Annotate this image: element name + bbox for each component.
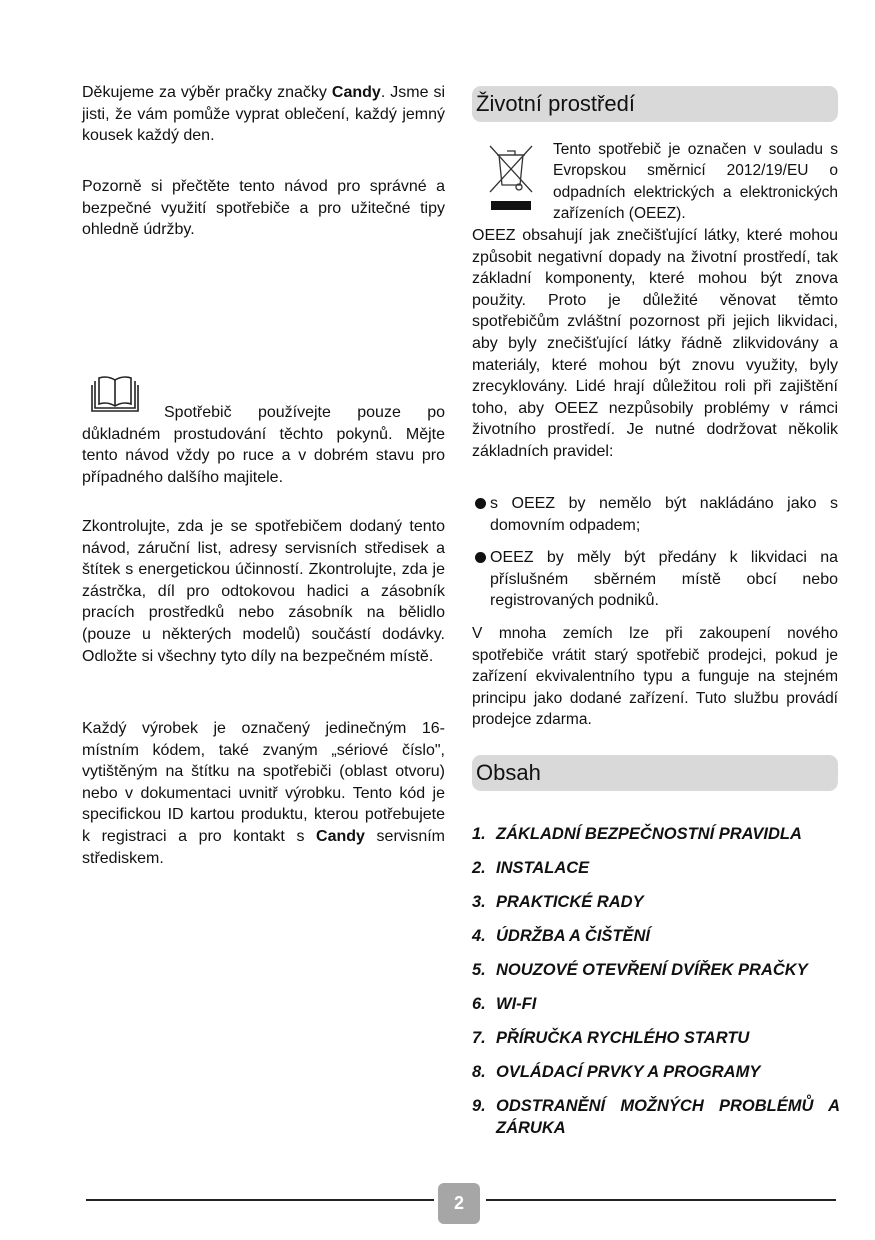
toc-title: PRAKTICKÉ RADY — [496, 893, 644, 911]
brand-name: Candy — [316, 827, 365, 845]
toc-item[interactable] — [472, 891, 842, 913]
intro-paragraph — [82, 82, 445, 147]
bullet-item — [472, 547, 838, 612]
contents-heading: Obsah — [472, 755, 838, 791]
text: . Jsme si jisti, že vám pomůže vyprat oblečení, každý jemný kousek každý den. — [82, 84, 446, 145]
toc-number: 2. — [472, 859, 486, 877]
take-back-paragraph: V mnoha zemích lze při zakoupení nového spotřebiče vrátit starý spotřebič prodejci, pokud je zařízení ekvivalentního typu a funguje na stejném principu jako dodané zařízení. Tuto službu provádí prodejce zdarma. — [472, 625, 838, 729]
toc-item[interactable] — [472, 857, 842, 879]
toc-item[interactable] — [472, 823, 842, 845]
toc-number: 7. — [472, 1029, 486, 1047]
toc-title: PŘÍRUČKA RYCHLÉHO STARTU — [496, 1029, 750, 1047]
page-number: 2 — [438, 1183, 480, 1224]
text: Děkujeme za výběr pračky značky — [82, 84, 332, 101]
usage-paragraph: Spotřebič používejte pouze po důkladném prostudování těchto pokynů. Mějte tento návod vždy po ruce a v dobrém stavu pro případného dalšího majitele. — [82, 404, 445, 486]
toc-title: NOUZOVÉ OTEVŘENÍ DVÍŘEK PRAČKY — [496, 961, 808, 979]
table-of-contents — [472, 823, 842, 1151]
bullet-icon — [475, 498, 486, 509]
bullet-icon — [475, 552, 486, 563]
text: servisním střediskem. — [82, 827, 445, 867]
toc-number: 4. — [472, 927, 486, 945]
text: Každý výrobek je označený jedinečným 16-místním kódem, také zvaným „sériové číslo", vytištěným na štítku na spotřebiči (oblast otvoru) nebo v dokumentaci uvnitř výrobku. Tento kód je specifickou ID kartou produktu, kterou potřebujete k registraci a pro kontakt s — [82, 720, 445, 845]
bullet-text: OEEZ by měly být předány k likvidaci na příslušném sběrném místě obcí nebo registrovaných podniků. — [490, 549, 838, 610]
bullet-text: s OEEZ by nemělo být nakládáno jako s domovním odpadem; — [490, 495, 838, 534]
toc-number: 8. — [472, 1063, 486, 1081]
environment-heading: Životní prostředí — [472, 86, 838, 122]
toc-title: OVLÁDACÍ PRVKY A PROGRAMY — [496, 1063, 761, 1081]
footer-rule-right — [486, 1199, 836, 1201]
toc-item[interactable] — [472, 1095, 840, 1139]
toc-number: 6. — [472, 995, 486, 1013]
toc-title: ÚDRŽBA A ČIŠTĚNÍ — [496, 927, 650, 945]
toc-number: 5. — [472, 961, 486, 979]
toc-item[interactable] — [472, 993, 842, 1015]
toc-title: ODSTRANĚNÍ MOŽNÝCH PROBLÉMŮ A ZÁRUKA — [496, 1097, 840, 1137]
toc-number: 9. — [472, 1097, 486, 1115]
toc-item[interactable] — [472, 1027, 842, 1049]
toc-title: WI-FI — [496, 995, 537, 1013]
toc-item[interactable] — [472, 959, 842, 981]
weee-bin-icon — [487, 143, 537, 213]
toc-number: 1. — [472, 825, 486, 843]
weee-paragraph: Tento spotřebič je označen v souladu s Evropskou směrnicí 2012/19/EU o odpadních elektrických a elektronických zařízeních (OEEZ). — [553, 141, 838, 222]
read-manual-paragraph: Pozorně si přečtěte tento návod pro správné a bezpečné využití spotřebiče a pro užitečné tipy ohledně údržby. — [82, 178, 445, 239]
bullet-item — [472, 493, 838, 536]
check-contents-paragraph: Zkontrolujte, zda je se spotřebičem dodaný tento návod, záruční list, adresy servisních středisek a štítek s energetickou účinností. Zkontrolujte, zda je zástrčka, díl pro odtokovou hadici a zásobník pracích prostředků nebo zásobník na bělidlo (pouze u některých modelů) součástí dodávky. Odložte si všechny tyto díly na bezpečném místě. — [82, 518, 445, 665]
toc-title: INSTALACE — [496, 859, 590, 877]
brand-name: Candy — [331, 84, 381, 101]
serial-number-paragraph — [82, 718, 445, 869]
weee-info-paragraph: OEEZ obsahují jak znečišťující látky, které mohou způsobit negativní dopady na životní prostředí, tak základní komponenty, které mohou být znova použity. Proto je důležité věnovat těmto spotřebičům zvláštní pozornost při jejich likvidaci, aby byly znečišťující látky řádně zlikvidovány a materiály, které mohou být znovu využity, byly zrecyklovány. Lidé hrají důležitou roli při zajištění toho, aby OEEZ nezpůsobily problémy v rámci životního prostředí. Je nutné dodržovat několik základních pravidel: — [472, 227, 838, 460]
toc-number: 3. — [472, 893, 486, 911]
footer-rule-left — [86, 1199, 434, 1201]
toc-item[interactable] — [472, 925, 842, 947]
toc-title: ZÁKLADNÍ BEZPEČNOSTNÍ PRAVIDLA — [496, 825, 802, 843]
toc-item[interactable] — [472, 1061, 842, 1083]
